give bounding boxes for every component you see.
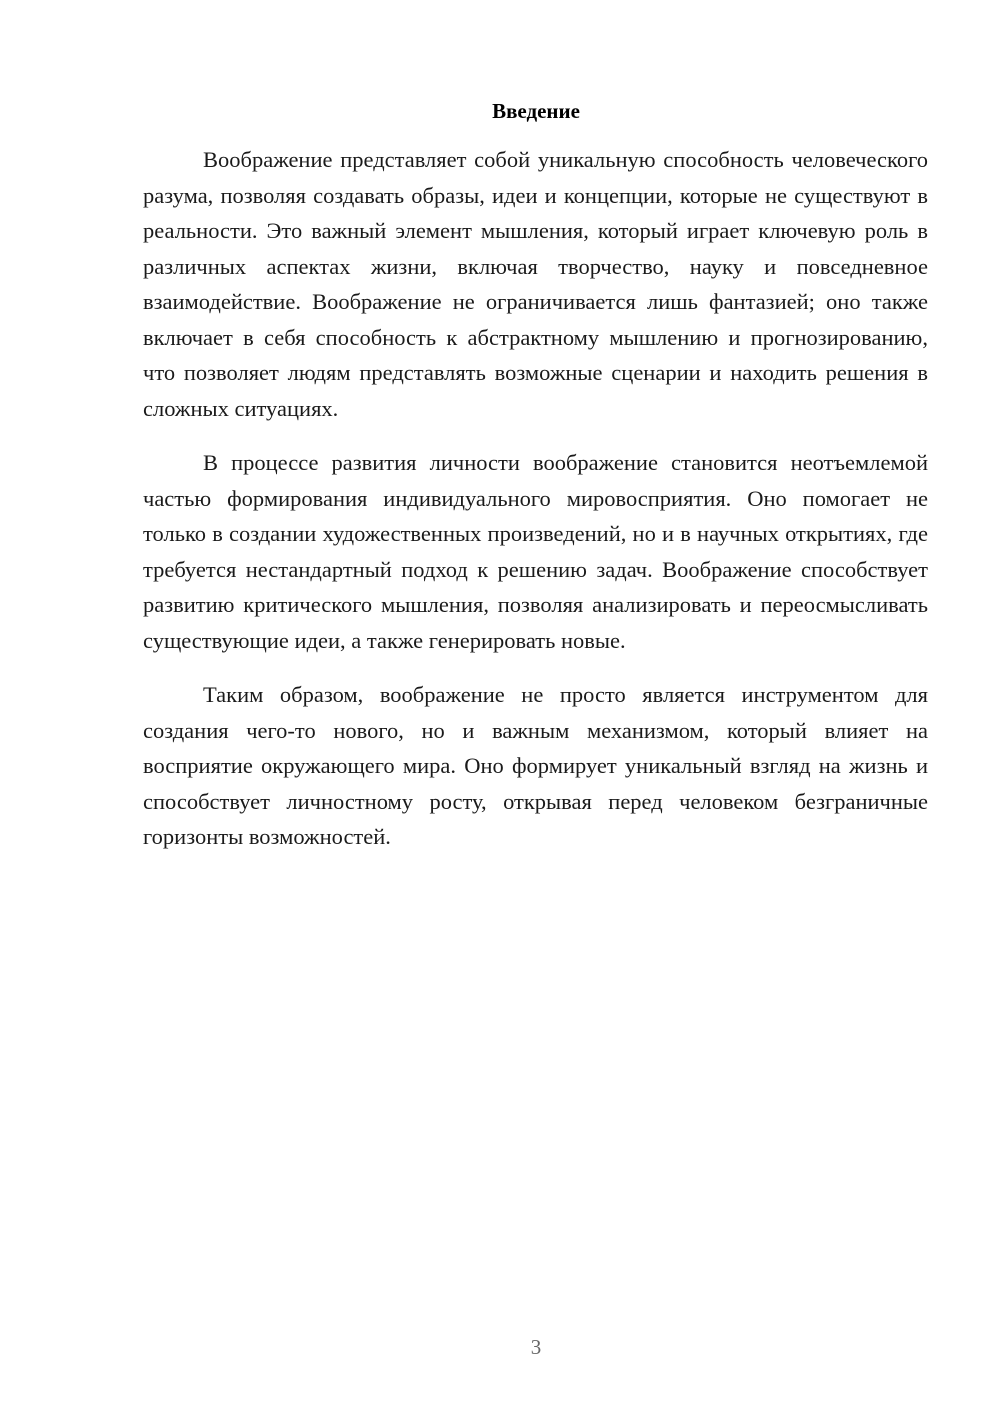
body-text (143, 142, 928, 874)
section-heading: Введение (492, 99, 580, 123)
paragraph-3: Таким образом, воображение не просто является инструментом для создания чего-то нового, но и важным механизмом, который влияет на восприятие окружающего мира. Оно формирует уникальный взгляд на жизнь и способствует личностному росту, открывая перед человеком безграничные горизонты возможностей. (143, 682, 928, 849)
paragraph-1: Воображение представляет собой уникальную способность человеческого разума, позволяя создавать образы, идеи и концепции, которые не существуют в реальности. Это важный элемент мышления, который играет ключевую роль в различных аспектах жизни, включая творчество, науку и повседневное взаимодействие. Воображение не ограничивается лишь фантазией; оно также включает в себя способность к абстрактному мышлению и прогнозированию, что позволяет людям представлять возможные сценарии и находить решения в сложных ситуациях. (143, 147, 928, 421)
paragraph-2: В процессе развития личности воображение становится неотъемлемой частью формирования индивидуального мировосприятия. Оно помогает не только в создании художественных произведений, но и в научных открытиях, где требуется нестандартный подход к решению задач. Воображение способствует развитию критического мышления, позволяя анализировать и переосмысливать существующие идеи, а также генерировать новые. (143, 450, 928, 653)
page-number: 3 (530, 1335, 542, 1359)
